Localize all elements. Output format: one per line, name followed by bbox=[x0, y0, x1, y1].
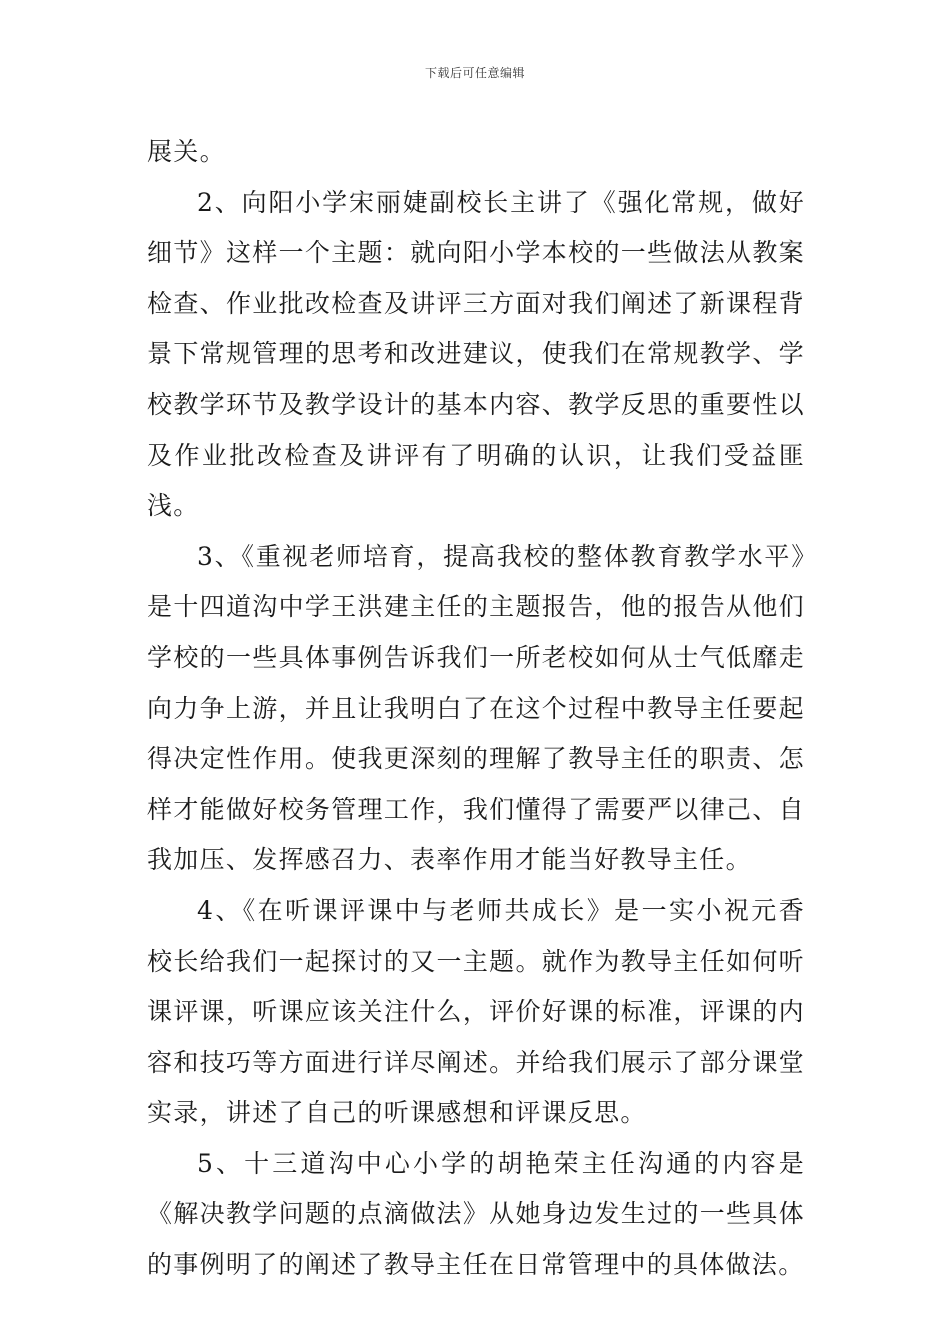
paragraph-item-3: 3、《重视老师培育，提高我校的整体教育教学水平》是十四道沟中学王洪建主任的主题报告，他的报告从他们学校的一些具体事例告诉我们一所老校如何从士气低靡走向力争上游，并且让我明白了在这个过程中教导主任要起得决定性作用。使我更深刻的理解了教导主任的职责、怎样才能做好校务管理工作，我们懂得了需要严以律己、自我加压、发挥感召力、表率作用才能当好教导主任。 bbox=[147, 541, 805, 875]
paragraph-item-2: 2、向阳小学宋丽婕副校长主讲了《强化常规，做好细节》这样一个主题：就向阳小学本校的一些做法从教案检查、作业批改检查及讲评三方面对我们阐述了新课程背景下常规管理的思考和改进建议，使我们在常规教学、学校教学环节及教学设计的基本内容、教学反思的重要性以及作业批改检查及讲评有了明确的认识，让我们受益匪浅。 bbox=[147, 187, 805, 521]
paragraph-item-5: 5、十三道沟中心小学的胡艳荣主任沟通的内容是《解决教学问题的点滴做法》从她身边发生过的一些具体的事例明了的阐述了教导主任在日常管理中的具体做法。 bbox=[147, 1148, 805, 1280]
document-body bbox=[147, 127, 805, 1291]
page-header-note: 下载后可任意编辑 bbox=[424, 66, 525, 80]
paragraph-continuation: 展关。 bbox=[147, 137, 226, 166]
paragraph-item-4: 4、《在听课评课中与老师共成长》是一实小祝元香校长给我们一起探讨的又一主题。就作为教导主任如何听课评课，听课应该关注什么，评价好课的标准，评课的内容和技巧等方面进行详尽阐述。并给我们展示了部分课堂实录，讲述了自己的听课感想和评课反思。 bbox=[147, 895, 805, 1128]
